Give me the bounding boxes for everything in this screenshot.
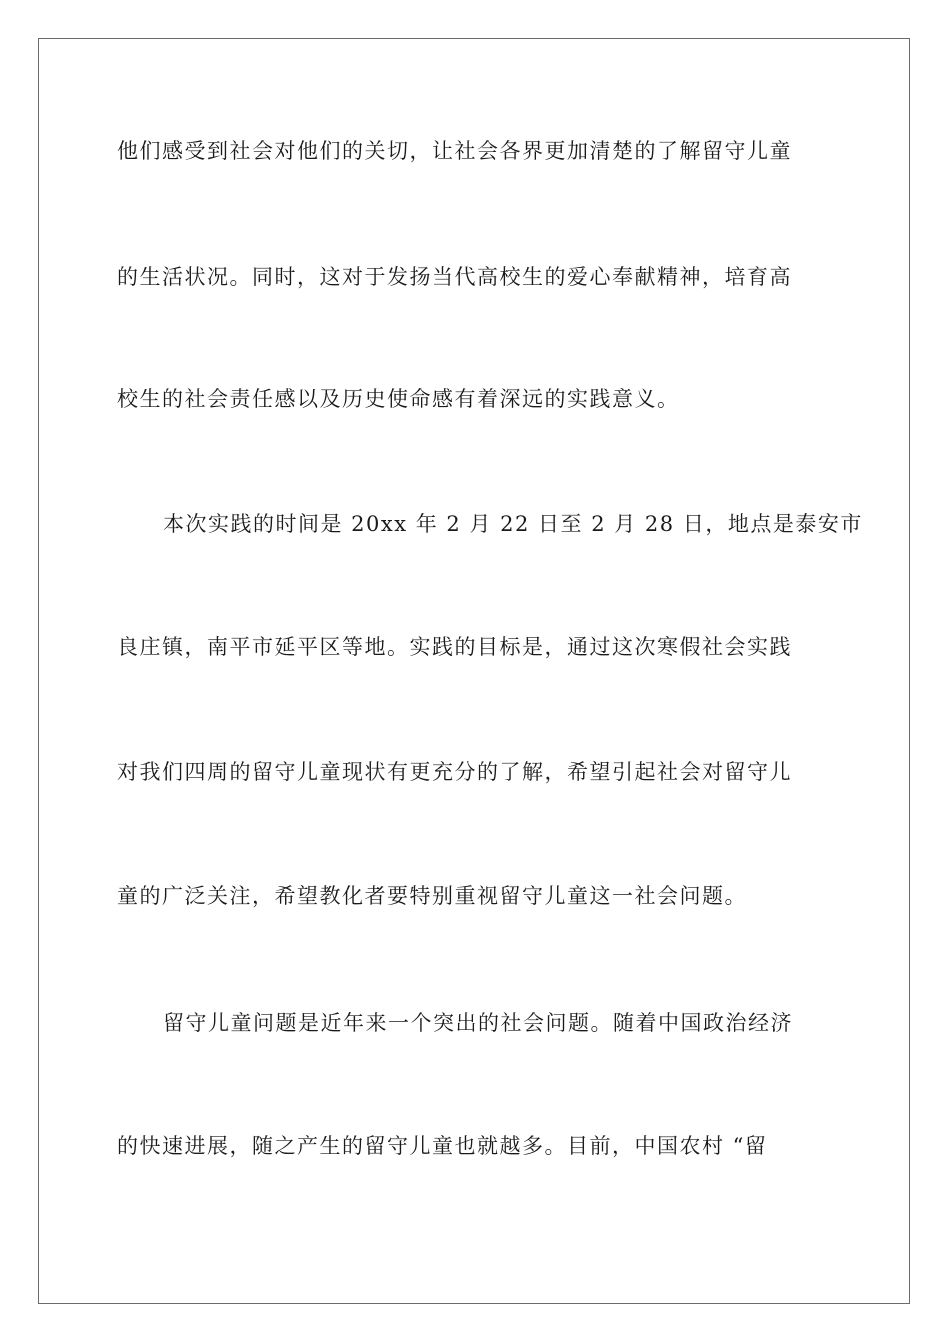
paragraph-line: 本次实践的时间是 20xx 年 2 月 22 日至 2 月 28 日，地点是泰安市 bbox=[163, 512, 863, 536]
paragraph-line: 的生活状况。同时，这对于发扬当代高校生的爱心奉献精神，培育高 bbox=[117, 265, 792, 289]
paragraph-line: 对我们四周的留守儿童现状有更充分的了解，希望引起社会对留守儿 bbox=[117, 760, 792, 784]
paragraph-line: 留守儿童问题是近年来一个突出的社会问题。随着中国政治经济 bbox=[163, 1011, 793, 1035]
paragraph-line: 的快速进展，随之产生的留守儿童也就越多。目前，中国农村 “留 bbox=[117, 1134, 768, 1158]
paragraph-line: 童的广泛关注，希望教化者要特别重视留守儿童这一社会问题。 bbox=[117, 884, 747, 908]
paragraph-line: 他们感受到社会对他们的关切，让社会各界更加清楚的了解留守儿童 bbox=[117, 139, 792, 163]
paragraph-line: 良庄镇，南平市延平区等地。实践的目标是，通过这次寒假社会实践 bbox=[117, 635, 792, 659]
paragraph-line: 校生的社会责任感以及历史使命感有着深远的实践意义。 bbox=[117, 387, 680, 411]
page-border bbox=[38, 38, 910, 1304]
